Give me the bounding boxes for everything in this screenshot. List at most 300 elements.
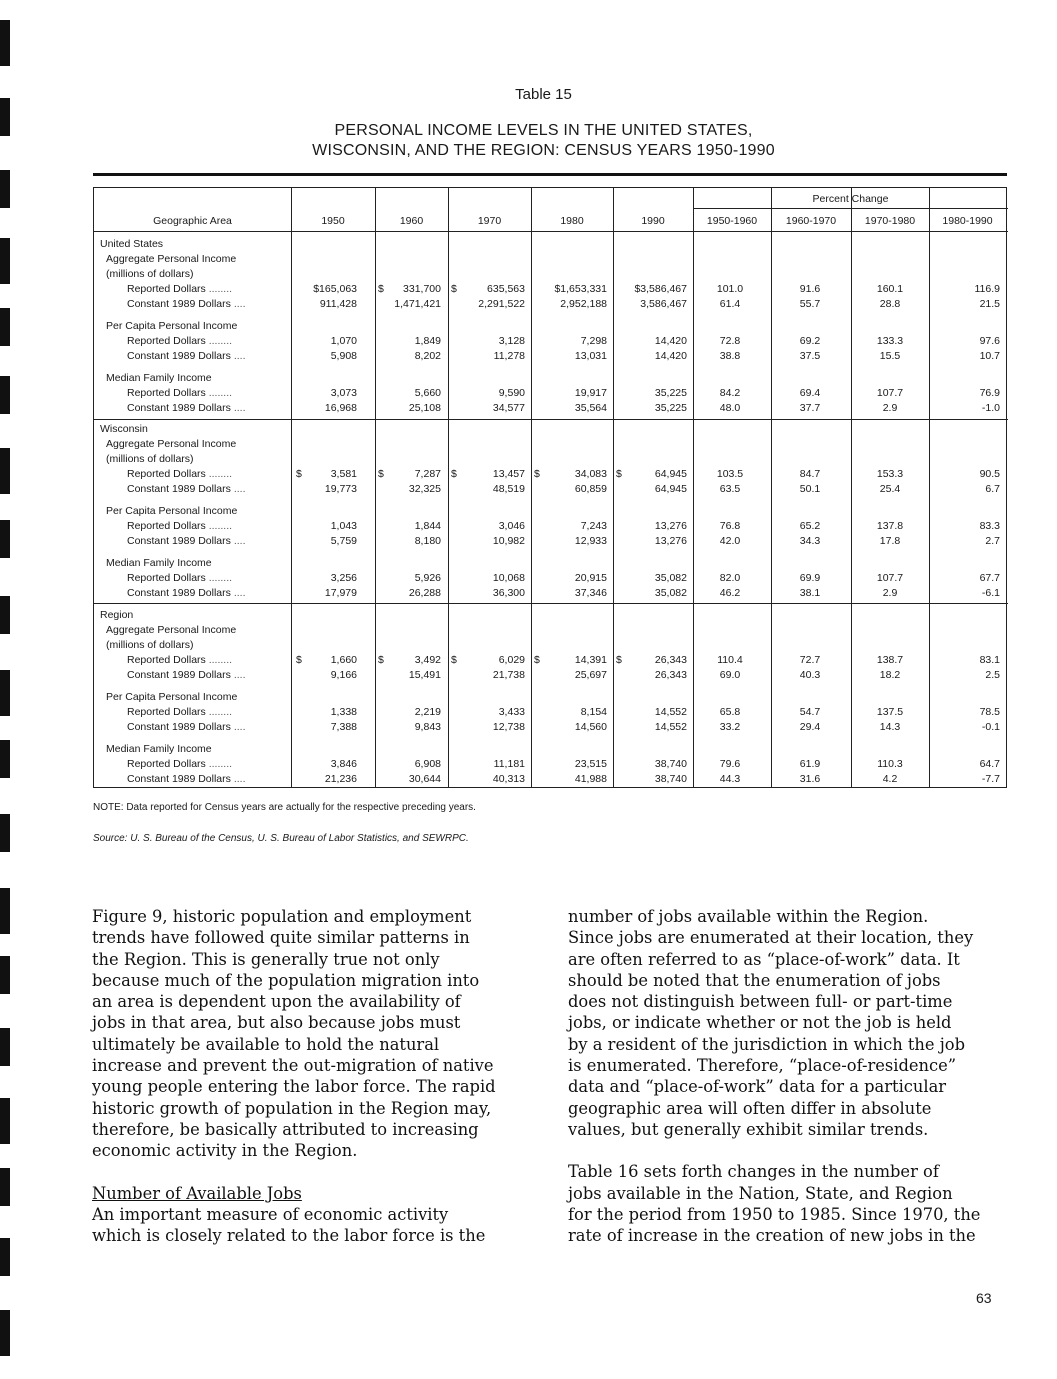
- text-line: an area is dependent upon the availability of: [92, 992, 461, 1012]
- value-cell: 37,346: [574, 587, 607, 599]
- dollar-sign: $: [451, 468, 457, 480]
- text-line: does not distinguish between full- or part-time: [568, 992, 953, 1012]
- area-name: Wisconsin: [100, 423, 148, 435]
- text-line: jobs available in the Nation, State, and Region: [568, 1183, 953, 1203]
- value-cell: 36,300: [492, 587, 525, 599]
- value-cell: 13,276: [654, 520, 687, 532]
- group-label: Median Family Income: [106, 743, 212, 755]
- value-cell: 8,202: [414, 350, 441, 362]
- value-cell: 48,519: [492, 483, 525, 495]
- binding-mark: [0, 448, 10, 494]
- pct-cell: -6.1: [981, 587, 1000, 599]
- pct-cell: 137.8: [876, 520, 904, 532]
- value-cell: 11,278: [493, 350, 525, 362]
- binding-mark: [0, 596, 10, 634]
- pct-cell: 69.9: [799, 572, 821, 584]
- body-left-column: [92, 906, 522, 1246]
- value-cell: $1,653,331: [554, 283, 607, 295]
- pct-cell: 40.3: [799, 669, 821, 681]
- pct-cell: 69.2: [799, 335, 821, 347]
- binding-mark: [0, 888, 10, 934]
- text-line: An important measure of economic activity: [92, 1204, 449, 1224]
- pct-cell: 138.7: [876, 654, 904, 666]
- row-label-text: Reported Dollars: [127, 654, 206, 666]
- period-header: 1950-1960: [706, 215, 758, 227]
- area-name: United States: [100, 238, 164, 250]
- text-line: jobs, or indicate whether or not the job is held: [568, 1013, 952, 1033]
- year-header: 1950: [321, 215, 345, 227]
- pct-cell: 44.3: [719, 773, 741, 785]
- text-line: should be noted that the enumeration of jobs: [568, 970, 941, 990]
- value-cell: 635,563: [487, 283, 525, 295]
- section-divider: [94, 419, 1008, 420]
- value-cell: 3,128: [498, 335, 525, 347]
- pct-cell: 29.4: [799, 721, 821, 733]
- group-label: Median Family Income: [106, 372, 212, 384]
- pct-cell: 65.2: [799, 520, 821, 532]
- leader-dots: ........: [205, 335, 233, 347]
- value-cell: 14,552: [654, 721, 687, 733]
- value-cell: 38,740: [654, 758, 687, 770]
- value-cell: 64,945: [654, 483, 687, 495]
- row-label-text: Constant 1989 Dollars: [127, 535, 231, 547]
- dollar-sign: $: [534, 654, 540, 666]
- pct-cell: 63.5: [719, 483, 741, 495]
- group-label: Per Capita Personal Income: [106, 505, 238, 517]
- value-cell: 1,043: [330, 520, 357, 532]
- row-label: [127, 297, 287, 312]
- pct-cell: 83.1: [979, 654, 1000, 666]
- row-label-text: Constant 1989 Dollars: [127, 483, 231, 495]
- row-label-text: Reported Dollars: [127, 758, 206, 770]
- value-cell: $3,586,467: [634, 283, 687, 295]
- value-cell: 13,031: [574, 350, 607, 362]
- leader-dots: ....: [230, 669, 246, 681]
- pct-cell: 15.5: [879, 350, 901, 362]
- year-header: 1980: [560, 215, 584, 227]
- pct-cell: -7.7: [981, 773, 1000, 785]
- group-label: (millions of dollars): [106, 453, 194, 465]
- value-cell: 21,738: [492, 669, 525, 681]
- text-line: trends have followed quite similar patterns in: [92, 928, 470, 948]
- pct-cell: 61.9: [799, 758, 821, 770]
- value-cell: 26,343: [654, 669, 687, 681]
- pct-cell: 55.7: [799, 298, 821, 310]
- binding-mark: [0, 376, 10, 414]
- value-cell: 9,166: [330, 669, 357, 681]
- text-line: is enumerated. Therefore, “place-of-residence”: [568, 1056, 957, 1076]
- section-heading: Number of Available Jobs: [92, 1183, 302, 1203]
- value-cell: 30,644: [408, 773, 441, 785]
- binding-marks: [0, 0, 14, 1379]
- binding-mark: [0, 520, 10, 558]
- period-header: 1970-1980: [864, 215, 916, 227]
- pct-cell: 4.2: [882, 773, 898, 785]
- text-line: number of jobs available within the Region.: [568, 907, 929, 926]
- period-header: 1960-1970: [785, 215, 837, 227]
- table-title-line-2: WISCONSIN, AND THE REGION: CENSUS YEARS 1950-1990: [312, 142, 775, 159]
- pct-cell: 72.7: [799, 654, 821, 666]
- leader-dots: ........: [205, 520, 233, 532]
- value-cell: 20,915: [574, 572, 607, 584]
- text-line: data and “place-of-work” data for a particular: [568, 1077, 947, 1097]
- pct-cell: 65.8: [719, 706, 741, 718]
- row-label-text: Constant 1989 Dollars: [127, 669, 231, 681]
- value-cell: 2,291,522: [478, 298, 525, 310]
- table-title: [0, 121, 1057, 161]
- percent-change-label: Percent Change: [812, 193, 889, 205]
- text-line: Figure 9, historic population and employment: [92, 907, 472, 926]
- value-cell: 8,180: [414, 535, 441, 547]
- leader-dots: ....: [230, 535, 246, 547]
- dollar-sign: $: [616, 654, 622, 666]
- value-cell: 6,029: [498, 654, 525, 666]
- binding-mark: [0, 956, 10, 994]
- value-cell: 14,391: [574, 654, 607, 666]
- table-source-text: Source: U. S. Bureau of the Census, U. S. Bureau of Labor Statistics, and SEWRPC.: [93, 833, 469, 844]
- text-line: ultimately be available to hold the natural: [92, 1034, 440, 1054]
- pct-cell: 110.4: [717, 654, 743, 666]
- row-label: [127, 772, 287, 787]
- row-label-text: Constant 1989 Dollars: [127, 402, 231, 414]
- row-label: [127, 482, 287, 497]
- pct-cell: 83.3: [979, 520, 1000, 532]
- value-cell: 9,590: [498, 387, 525, 399]
- value-cell: 34,577: [492, 402, 525, 414]
- group-label: Per Capita Personal Income: [106, 691, 238, 703]
- leader-dots: ....: [230, 721, 246, 733]
- value-cell: 911,428: [319, 298, 357, 310]
- binding-mark: [0, 1238, 10, 1276]
- value-cell: 6,908: [414, 758, 441, 770]
- text-line: geographic area will often differ in absolute: [568, 1098, 932, 1118]
- text-line: Since jobs are enumerated at their location, they: [568, 928, 974, 948]
- text-line: Table 16 sets forth changes in the number of: [568, 1162, 939, 1182]
- group-label: Aggregate Personal Income: [106, 438, 237, 450]
- leader-dots: ....: [230, 587, 246, 599]
- value-cell: $165,063: [313, 283, 357, 295]
- group-label: (millions of dollars): [106, 268, 194, 280]
- value-cell: 12,933: [574, 535, 607, 547]
- leader-dots: ........: [205, 654, 233, 666]
- dollar-sign: $: [296, 468, 302, 480]
- pct-cell: 50.1: [799, 483, 821, 495]
- binding-mark: [0, 1310, 10, 1356]
- body-left-paragraph-2: [92, 1204, 522, 1247]
- binding-mark: [0, 670, 10, 716]
- pct-cell: 84.2: [719, 387, 741, 399]
- pct-cell: 78.5: [979, 706, 1000, 718]
- text-line: increase and prevent the out-migration of native: [92, 1056, 494, 1076]
- row-label-text: Reported Dollars: [127, 283, 206, 295]
- pct-cell: 76.8: [719, 520, 741, 532]
- value-cell: 25,108: [408, 402, 441, 414]
- value-cell: 19,917: [574, 387, 607, 399]
- year-header: 1960: [399, 215, 424, 227]
- value-cell: 35,225: [654, 387, 687, 399]
- value-cell: 2,219: [414, 706, 441, 718]
- value-cell: 16,968: [324, 402, 357, 414]
- text-line: values, but generally exhibit similar trends.: [568, 1119, 929, 1139]
- binding-mark: [0, 814, 10, 852]
- value-cell: 35,564: [574, 402, 607, 414]
- pct-cell: 33.2: [719, 721, 741, 733]
- body-left-paragraph-1: [92, 906, 522, 1162]
- row-label: [127, 386, 287, 401]
- binding-mark: [0, 1098, 10, 1144]
- row-label: [127, 705, 287, 720]
- value-cell: 15,491: [408, 669, 441, 681]
- binding-mark: [0, 170, 10, 208]
- text-line: for the period from 1950 to 1985. Since 1970, the: [568, 1204, 981, 1224]
- binding-mark: [0, 1028, 10, 1066]
- value-cell: 23,515: [574, 758, 607, 770]
- pct-cell: 61.4: [719, 298, 741, 310]
- value-cell: 3,433: [498, 706, 525, 718]
- value-cell: 32,325: [408, 483, 441, 495]
- value-cell: 10,982: [492, 535, 525, 547]
- dollar-sign: $: [616, 468, 622, 480]
- leader-dots: ........: [205, 706, 233, 718]
- row-label: [127, 586, 287, 601]
- pct-cell: 17.8: [879, 535, 901, 547]
- pct-cell: 64.7: [979, 758, 1000, 770]
- pct-cell: 97.6: [979, 335, 1000, 347]
- group-label: Aggregate Personal Income: [106, 253, 237, 265]
- value-cell: 3,581: [330, 468, 357, 480]
- text-line: which is closely related to the labor force is the: [92, 1226, 486, 1246]
- row-label: [127, 519, 287, 534]
- value-cell: 11,181: [493, 758, 525, 770]
- group-label: Per Capita Personal Income: [106, 320, 238, 332]
- value-cell: 1,070: [330, 335, 357, 347]
- pct-cell: 90.5: [979, 468, 1000, 480]
- dollar-sign: $: [378, 283, 384, 295]
- leader-dots: ....: [230, 773, 246, 785]
- value-cell: 35,082: [654, 572, 687, 584]
- row-label: [127, 334, 287, 349]
- header-bottom-rule: [94, 231, 1008, 232]
- pct-cell: 107.7: [876, 387, 904, 399]
- pct-cell: 54.7: [799, 706, 821, 718]
- text-line: jobs in that area, but also because jobs must: [92, 1013, 461, 1033]
- body-right-paragraph-1: [568, 906, 1003, 1140]
- year-header: 1970: [477, 215, 502, 227]
- value-cell: 5,759: [330, 535, 357, 547]
- value-cell: 21,236: [324, 773, 357, 785]
- value-cell: 3,492: [414, 654, 441, 666]
- row-label: [127, 349, 287, 364]
- value-cell: 5,908: [330, 350, 357, 362]
- income-table: [93, 187, 1007, 788]
- table-note: NOTE: Data reported for Census years are actually for the respective preceding years.: [93, 802, 476, 813]
- pct-cell: 38.1: [799, 587, 821, 599]
- row-label-text: Constant 1989 Dollars: [127, 773, 231, 785]
- value-cell: 1,849: [414, 335, 441, 347]
- row-label-text: Reported Dollars: [127, 572, 206, 584]
- pct-cell: 67.7: [979, 572, 1000, 584]
- leader-dots: ....: [230, 350, 246, 362]
- table-source: [93, 833, 469, 844]
- group-label: Median Family Income: [106, 557, 212, 569]
- section-divider: [94, 603, 1008, 604]
- dollar-sign: $: [378, 654, 384, 666]
- pct-cell: 37.5: [799, 350, 821, 362]
- value-cell: 40,313: [492, 773, 525, 785]
- pct-cell: 38.8: [719, 350, 741, 362]
- pct-cell: 6.7: [985, 483, 1000, 495]
- pct-cell: 2.9: [882, 402, 898, 414]
- value-cell: 13,457: [492, 468, 525, 480]
- row-label-text: Reported Dollars: [127, 387, 206, 399]
- pct-cell: 72.8: [719, 335, 741, 347]
- pct-cell: 82.0: [719, 572, 741, 584]
- pct-cell: 79.6: [719, 758, 741, 770]
- row-label-text: Constant 1989 Dollars: [127, 721, 231, 733]
- pct-cell: 69.0: [719, 669, 741, 681]
- value-cell: 1,660: [330, 654, 357, 666]
- row-label: [127, 401, 287, 416]
- row-label-text: Constant 1989 Dollars: [127, 298, 231, 310]
- percent-change-rule: [693, 208, 1008, 209]
- pct-cell: 25.4: [879, 483, 901, 495]
- value-cell: 12,738: [492, 721, 525, 733]
- text-line: are often referred to as “place-of-work” data. It: [568, 949, 960, 969]
- period-header: 1980-1990: [942, 215, 993, 227]
- text-line: by a resident of the jurisdiction in which the job: [568, 1034, 965, 1054]
- row-label: [127, 571, 287, 586]
- value-cell: 3,846: [330, 758, 357, 770]
- body-right-paragraph-2: [568, 1161, 1003, 1246]
- text-line: young people entering the labor force. The rapid: [92, 1077, 496, 1097]
- value-cell: 14,420: [654, 350, 687, 362]
- pct-cell: 18.2: [879, 669, 901, 681]
- value-cell: 13,276: [654, 535, 687, 547]
- value-cell: 1,471,421: [394, 298, 441, 310]
- row-label: [127, 534, 287, 549]
- row-label-text: Reported Dollars: [127, 520, 206, 532]
- text-line: because much of the population migration into: [92, 970, 480, 990]
- pct-cell: 28.8: [879, 298, 901, 310]
- value-cell: 1,338: [330, 706, 357, 718]
- value-cell: 7,287: [414, 468, 441, 480]
- value-cell: 41,988: [574, 773, 607, 785]
- table-top-rule: [93, 173, 1007, 176]
- group-label: (millions of dollars): [106, 639, 194, 651]
- pct-cell: 107.7: [876, 572, 904, 584]
- row-label: [127, 467, 287, 482]
- dollar-sign: $: [451, 654, 457, 666]
- value-cell: 7,243: [580, 520, 607, 532]
- row-label-text: Constant 1989 Dollars: [127, 350, 231, 362]
- value-cell: 3,256: [330, 572, 357, 584]
- leader-dots: ....: [230, 402, 246, 414]
- pct-cell: 2.7: [985, 535, 1000, 547]
- value-cell: 10,068: [492, 572, 525, 584]
- dollar-sign: $: [296, 654, 302, 666]
- row-label: [127, 757, 287, 772]
- value-cell: 35,225: [654, 402, 687, 414]
- value-cell: 35,082: [654, 587, 687, 599]
- pct-cell: 76.9: [979, 387, 1000, 399]
- leader-dots: ........: [205, 387, 233, 399]
- text-line: rate of increase in the creation of new jobs in the: [568, 1226, 976, 1246]
- text-line: therefore, be basically attributed to increasing: [92, 1119, 479, 1139]
- row-label-text: Reported Dollars: [127, 335, 206, 347]
- value-cell: 2,952,188: [560, 298, 607, 310]
- pct-cell: 137.5: [876, 706, 904, 718]
- binding-mark: [0, 238, 10, 284]
- pct-cell: 37.7: [799, 402, 821, 414]
- value-cell: 38,740: [654, 773, 687, 785]
- row-label: [127, 653, 287, 668]
- value-cell: 25,697: [574, 669, 607, 681]
- value-cell: 5,660: [414, 387, 441, 399]
- pct-cell: 2.9: [882, 587, 898, 599]
- pct-cell: 46.2: [719, 587, 741, 599]
- value-cell: 64,945: [654, 468, 687, 480]
- binding-mark: [0, 20, 10, 66]
- value-cell: 5,926: [414, 572, 441, 584]
- text-line: economic activity in the Region.: [92, 1141, 358, 1161]
- value-cell: 14,552: [654, 706, 687, 718]
- row-label: [127, 668, 287, 683]
- pct-cell: 21.5: [979, 298, 1000, 310]
- dollar-sign: $: [534, 468, 540, 480]
- area-name: Region: [100, 609, 134, 621]
- binding-mark: [0, 1168, 10, 1206]
- leader-dots: ....: [230, 483, 246, 495]
- row-label-text: Reported Dollars: [127, 706, 206, 718]
- text-line: historic growth of population in the Region may,: [92, 1098, 492, 1118]
- pct-cell: 42.0: [719, 535, 741, 547]
- pct-cell: 84.7: [799, 468, 821, 480]
- pct-cell: 101.0: [716, 283, 744, 295]
- pct-cell: 69.4: [799, 387, 821, 399]
- pct-cell: 133.3: [876, 335, 904, 347]
- page-number: 63: [976, 1290, 992, 1306]
- leader-dots: ........: [205, 758, 233, 770]
- pct-cell: 10.7: [979, 350, 1000, 362]
- value-cell: 331,700: [403, 283, 441, 295]
- pct-cell: 14.3: [879, 721, 901, 733]
- pct-cell: 91.6: [799, 283, 821, 295]
- body-right-column: [568, 906, 1003, 1246]
- value-cell: 19,773: [324, 483, 357, 495]
- binding-mark: [0, 308, 10, 346]
- table-number: Table 15: [515, 86, 572, 103]
- leader-dots: ........: [205, 283, 233, 295]
- pct-cell: 103.5: [716, 468, 744, 480]
- year-header: 1990: [641, 215, 665, 227]
- leader-dots: ....: [230, 298, 246, 310]
- value-cell: 8,154: [580, 706, 607, 718]
- pct-cell: -1.0: [981, 402, 1000, 414]
- pct-cell: 34.3: [799, 535, 821, 547]
- table-title-line-1: PERSONAL INCOME LEVELS IN THE UNITED STATES,: [334, 122, 753, 139]
- pct-cell: 2.5: [985, 669, 1000, 681]
- value-cell: 14,560: [574, 721, 607, 733]
- row-label-text: Reported Dollars: [127, 468, 206, 480]
- pct-cell: -0.1: [981, 721, 1000, 733]
- text-line: the Region. This is generally true not only: [92, 949, 440, 969]
- leader-dots: ........: [205, 572, 233, 584]
- binding-mark: [0, 740, 10, 778]
- value-cell: 3,073: [330, 387, 357, 399]
- value-cell: 7,388: [330, 721, 357, 733]
- geo-area-header: Geographic Area: [153, 215, 232, 227]
- leader-dots: ........: [205, 468, 233, 480]
